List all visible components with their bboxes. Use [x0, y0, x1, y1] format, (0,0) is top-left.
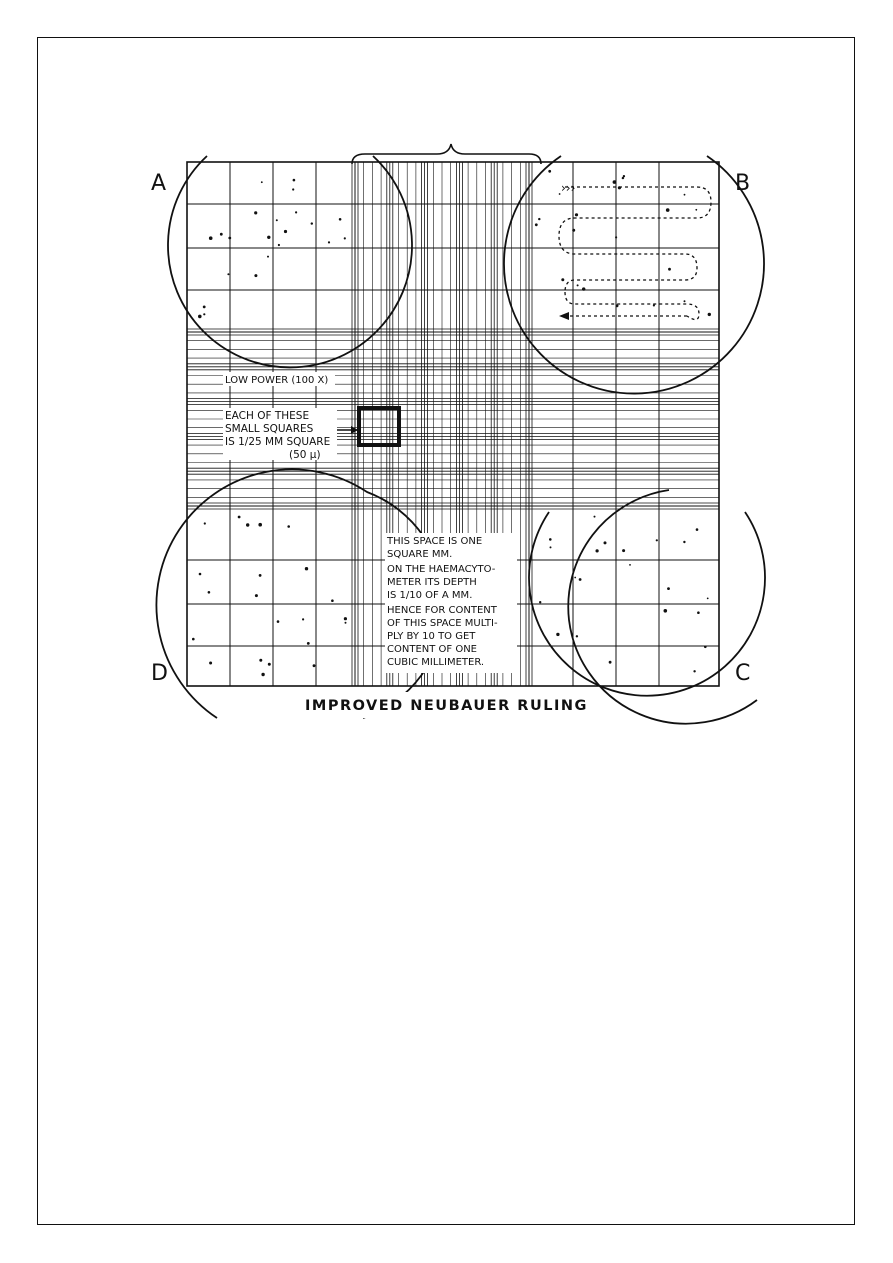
cell-dot — [556, 633, 559, 636]
cell-dot — [572, 229, 575, 232]
small-squares-line-1: EACH OF THESE — [225, 410, 310, 422]
cell-dot — [576, 635, 578, 637]
space-note-line-10: CUBIC MILLIMETER. — [387, 657, 485, 668]
corner-circle-a — [168, 156, 412, 367]
counting-path — [559, 187, 711, 292]
cell-dot — [666, 208, 670, 212]
small-squares-line-2: SMALL SQUARES — [225, 423, 314, 435]
space-note-line-7: OF THIS SPACE MULTI- — [387, 618, 498, 629]
cell-dot — [582, 287, 585, 290]
space-note-line-1: THIS SPACE IS ONE — [387, 536, 483, 547]
cell-dot — [209, 662, 212, 665]
cell-dot — [267, 256, 269, 258]
cell-dot — [579, 578, 582, 581]
counting-start-arrows: ››› — [561, 181, 576, 195]
cell-dot — [331, 599, 334, 602]
corner-circle-c-arc — [568, 490, 757, 724]
space-note-line-8: PLY BY 10 TO GET — [387, 631, 476, 642]
cell-dot — [259, 574, 262, 577]
cell-dot — [258, 523, 262, 527]
cell-dot — [292, 188, 294, 190]
cell-dot — [656, 539, 658, 541]
cell-dot — [667, 587, 670, 590]
corner-label-d: D — [151, 661, 168, 686]
cell-dot — [220, 233, 223, 236]
cell-dot — [238, 516, 241, 519]
cell-dot — [615, 236, 617, 238]
cell-dot — [697, 611, 700, 614]
cell-dot — [293, 179, 296, 182]
cell-dot — [307, 642, 310, 645]
neubauer-ruling-figure — [137, 140, 777, 740]
cell-dot — [344, 617, 347, 620]
cell-dot — [228, 237, 231, 240]
cell-dot — [708, 313, 711, 316]
cell-dot — [696, 528, 699, 531]
cell-dot — [538, 218, 540, 220]
cell-dot — [549, 538, 552, 541]
space-note-line-2: SQUARE MM. — [387, 549, 453, 560]
cell-dot — [313, 664, 316, 667]
cell-dot — [683, 541, 685, 543]
cell-dot — [609, 661, 612, 664]
low-power-label: LOW POWER (100 X) — [225, 375, 329, 386]
small-squares-line-4: (50 μ) — [289, 449, 321, 461]
cell-dot — [575, 213, 578, 216]
cell-dot — [278, 244, 280, 246]
cell-dot — [574, 577, 576, 579]
cell-dot — [695, 209, 697, 211]
corner-label-a: A — [151, 171, 167, 196]
space-note-line-3: ON THE HAEMACYTO- — [387, 564, 496, 575]
cell-dot — [261, 673, 264, 676]
cell-dot — [209, 236, 213, 240]
top-brace — [352, 144, 541, 164]
cell-dot — [311, 222, 313, 224]
space-note-line-9: CONTENT OF ONE — [387, 644, 477, 655]
cell-dot — [596, 549, 599, 552]
cell-dot — [204, 522, 206, 524]
cell-dot — [622, 549, 625, 552]
cell-dot — [550, 546, 552, 548]
cell-dot — [539, 601, 541, 603]
cell-dot — [259, 659, 262, 662]
cell-dot — [267, 236, 270, 239]
cell-dot — [684, 300, 686, 302]
cell-dot — [198, 315, 202, 319]
cell-dot — [344, 237, 346, 239]
cell-dot — [246, 523, 249, 526]
cell-dot — [604, 541, 607, 544]
cell-dot — [203, 306, 206, 309]
cell-dot — [255, 594, 258, 597]
cell-dot — [203, 313, 205, 315]
cell-dot — [227, 273, 229, 275]
space-note-line-5: IS 1/10 OF A MM. — [387, 590, 473, 601]
cell-dot — [339, 218, 342, 221]
space-note-line-6: HENCE FOR CONTENT — [387, 605, 497, 616]
counting-path-end — [565, 292, 699, 320]
cell-dot — [616, 304, 619, 307]
cell-dot — [208, 591, 211, 594]
cell-dot — [548, 170, 551, 173]
cell-dot — [284, 230, 287, 233]
space-note-line-4: METER ITS DEPTH — [387, 577, 477, 588]
cell-dot — [277, 620, 280, 623]
cell-dot — [268, 663, 271, 666]
corner-label-b: B — [735, 171, 751, 196]
neubauer-ruling-diagram — [137, 140, 777, 740]
cell-dot — [254, 274, 257, 277]
counting-arrow-head — [559, 312, 569, 320]
cell-dot — [622, 177, 624, 179]
cell-dot — [577, 284, 579, 286]
cell-dot — [594, 516, 596, 518]
corner-label-c: C — [735, 661, 751, 686]
cell-dot — [276, 219, 278, 221]
cell-dot — [684, 194, 686, 196]
cell-dot — [704, 646, 707, 649]
cell-dot — [707, 598, 709, 600]
figure-title: IMPROVED NEUBAUER RULING — [305, 698, 588, 714]
cell-dot — [664, 609, 668, 613]
cell-dot — [254, 211, 257, 214]
cell-dot — [261, 181, 263, 183]
cell-dot — [345, 622, 347, 624]
cell-dot — [302, 618, 304, 620]
cell-dot — [192, 638, 195, 641]
cell-dot — [328, 241, 330, 243]
cell-dot — [613, 180, 617, 184]
cell-dot — [287, 525, 290, 528]
small-squares-line-3: IS 1/25 MM SQUARE — [225, 436, 331, 448]
cell-dot — [199, 573, 202, 576]
cell-dot — [668, 268, 671, 271]
cell-dot — [629, 564, 631, 566]
cell-dot — [535, 223, 538, 226]
cell-dot — [305, 567, 308, 570]
cell-dot — [295, 211, 297, 213]
cell-dot — [693, 670, 695, 672]
cell-dot — [561, 278, 564, 281]
